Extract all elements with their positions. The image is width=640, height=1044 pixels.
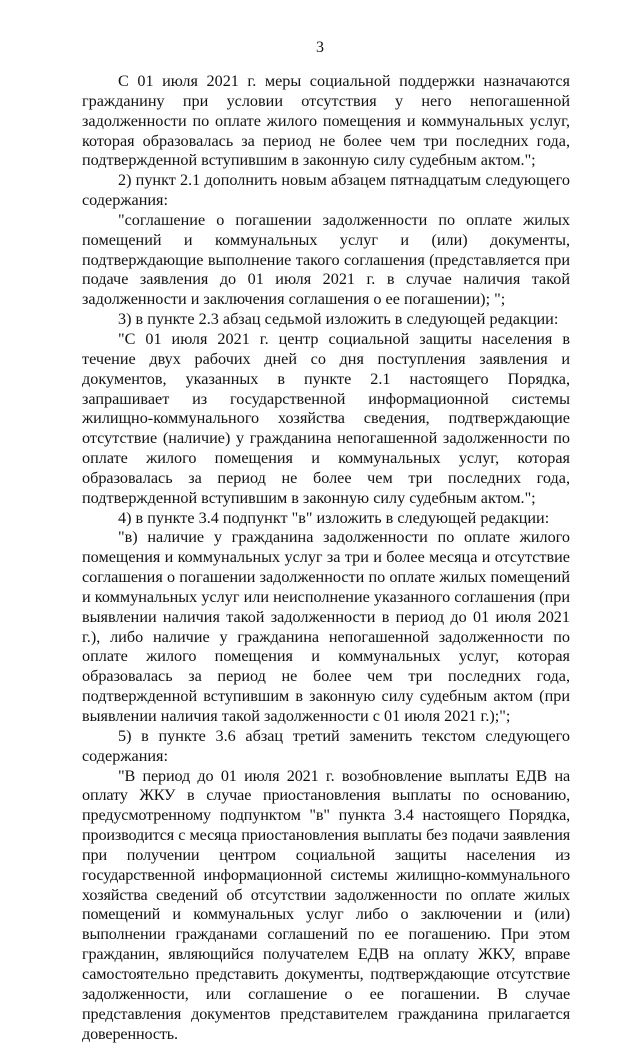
paragraph-item-2: 2) пункт 2.1 дополнить новым абзацем пятнадцатым следующего содержания: xyxy=(82,171,570,210)
paragraph-item-5-quote: "В период до 01 июля 2021 г. возобновление выплаты ЕДВ на оплату ЖКУ в случае приостановления выплаты по основанию, предусмотренному подпунктом "в" пункта 3.4 настоящего Порядка, производится с месяца приостановления выплаты без подачи заявления при получении центром социальной защиты населения из государственной информационной системы жилищно-коммунального хозяйства сведений об отсутствии задолженности по оплате жилых помещений и коммунальных услуг либо о заключении и (или) выполнении гражданами соглашений по ее погашению. При этом гражданин, являющийся получателем ЕДВ на оплату ЖКУ, вправе самостоятельно представить документы, подтверждающие отсутствие задолженности, или соглашение о ее погашении. В случае представления документов представителем гражданина прилагается доверенность. xyxy=(82,766,570,1043)
paragraph-item-4-quote: "в) наличие у гражданина задолженности по оплате жилого помещения и коммунальных услуг за три и более месяца и отсутствие соглашения о погашении задолженности по оплате жилых помещений и коммунальных услуг или неисполнение указанного соглашения (при выявлении наличия такой задолженности в период до 01 июля 2021 г.), либо наличие у гражданина непогашенной задолженности по оплате жилого помещения и коммунальных услуг, которая образовалась за период не более чем три последних года, подтвержденной вступившим в законную силу судебным актом (при выявлении наличия такой задолженности с 01 июля 2021 г.);"; xyxy=(82,528,570,725)
paragraph-item-2-quote: "соглашение о погашении задолженности по оплате жилых помещений и коммунальных услуг и (или) документы, подтверждающие выполнение такого соглашения (представляется при подаче заявления до 01 июля 2021 г. в случае наличия такой задолженности и заключения соглашения о ее погашении); "; xyxy=(82,210,570,309)
page-number: 3 xyxy=(316,39,324,56)
paragraph-item-5: 5) в пункте 3.6 абзац третий заменить текстом следующего содержания: xyxy=(82,726,570,765)
paragraph-item-3-quote: "С 01 июля 2021 г. центр социальной защиты населения в течение двух рабочих дней со дня поступления заявления и документов, указанных в пункте 2.1 настоящего Порядка, запрашивает из государственной информационной системы жилищно-коммунального хозяйства сведения, подтверждающие отсутствие (наличие) у гражданина непогашенной задолженности по оплате жилого помещения и коммунальных услуг, которая образовалась за период не более чем три последних года, подтвержденной вступившим в законную силу судебным актом."; xyxy=(82,329,570,507)
paragraph-item-4: 4) в пункте 3.4 подпункт "в" изложить в следующей редакции: xyxy=(118,508,550,527)
document-body xyxy=(82,72,570,1044)
paragraph-benefits-condition: С 01 июля 2021 г. меры социальной поддержки назначаются гражданину при условии отсутствия у него непогашенной задолженности по оплате жилого помещения и коммунальных услуг, которая образовалась за период не более чем три последних года, подтвержденной вступившим в законную силу судебным актом."; xyxy=(82,72,570,170)
paragraph-item-3: 3) в пункте 2.3 абзац седьмой изложить в следующей редакции: xyxy=(118,310,559,329)
